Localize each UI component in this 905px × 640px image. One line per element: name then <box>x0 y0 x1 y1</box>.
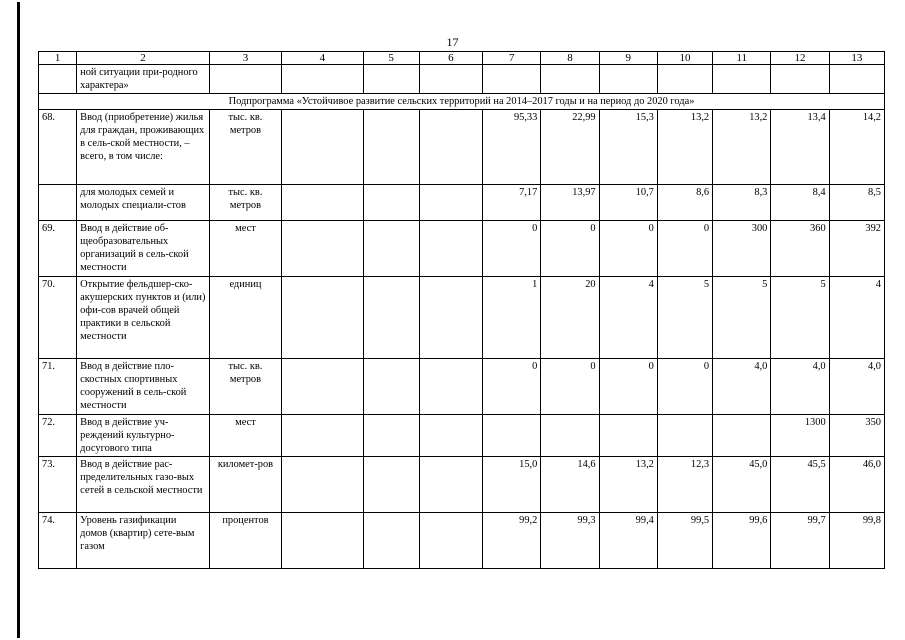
value-cell <box>363 185 419 221</box>
value-cell: 95,33 <box>483 110 541 185</box>
value-cell: 8,5 <box>829 185 884 221</box>
value-cell: 4,0 <box>829 359 884 415</box>
table-row <box>39 221 885 277</box>
value-cell: 350 <box>829 415 884 457</box>
column-header: 10 <box>657 52 712 65</box>
unit-cell: тыс. кв. метров <box>209 185 281 221</box>
unit-cell: единиц <box>209 277 281 359</box>
unit-cell: тыс. кв. метров <box>209 359 281 415</box>
value-cell: 10,7 <box>599 185 657 221</box>
value-cell: 8,6 <box>657 185 712 221</box>
value-cell <box>657 415 712 457</box>
table-row <box>39 415 885 457</box>
value-cell <box>419 513 482 569</box>
unit-cell: мест <box>209 415 281 457</box>
row-number-cell: 74. <box>39 513 77 569</box>
table-row <box>39 457 885 513</box>
value-cell: 5 <box>713 277 771 359</box>
value-cell: 392 <box>829 221 884 277</box>
value-cell <box>363 415 419 457</box>
value-cell: 4,0 <box>771 359 829 415</box>
value-cell: 1300 <box>771 415 829 457</box>
value-cell <box>483 415 541 457</box>
value-cell: 5 <box>771 277 829 359</box>
value-cell <box>599 415 657 457</box>
indicator-name-cell: для молодых семей и молодых специали-стов <box>77 185 210 221</box>
column-header: 9 <box>599 52 657 65</box>
value-cell: 15,0 <box>483 457 541 513</box>
indicators-table <box>38 51 885 569</box>
value-cell: 0 <box>599 359 657 415</box>
column-header: 11 <box>713 52 771 65</box>
page-edge-bar <box>17 2 20 638</box>
value-cell <box>713 415 771 457</box>
column-header: 5 <box>363 52 419 65</box>
value-cell: 0 <box>541 221 599 277</box>
row-number-cell: 71. <box>39 359 77 415</box>
row-number-cell: 70. <box>39 277 77 359</box>
value-cell <box>282 415 363 457</box>
value-cell <box>419 457 482 513</box>
indicator-name-cell: Ввод в действие рас-пределительных газо-вых сетей в сельской местности <box>77 457 210 513</box>
value-cell <box>363 513 419 569</box>
value-cell <box>419 359 482 415</box>
indicator-name-cell: Открытие фельдшер-ско-акушерских пунктов и (или) офи-сов врачей общей практики в сельской местности <box>77 277 210 359</box>
table-cell <box>483 65 541 94</box>
value-cell <box>419 221 482 277</box>
value-cell: 13,2 <box>657 110 712 185</box>
value-cell <box>363 457 419 513</box>
value-cell: 0 <box>483 221 541 277</box>
value-cell: 14,2 <box>829 110 884 185</box>
value-cell: 5 <box>657 277 712 359</box>
continuation-text: ной ситуации при-родного характера» <box>77 65 210 94</box>
value-cell: 45,0 <box>713 457 771 513</box>
row-number-cell: 69. <box>39 221 77 277</box>
table-row <box>39 277 885 359</box>
column-header: 8 <box>541 52 599 65</box>
value-cell: 14,6 <box>541 457 599 513</box>
value-cell: 4 <box>829 277 884 359</box>
unit-cell: процентов <box>209 513 281 569</box>
value-cell: 99,2 <box>483 513 541 569</box>
value-cell: 4 <box>599 277 657 359</box>
indicator-name-cell: Ввод в действие пло-скостных спортивных сооружений в сель-ской местности <box>77 359 210 415</box>
value-cell: 13,4 <box>771 110 829 185</box>
column-header: 13 <box>829 52 884 65</box>
value-cell: 0 <box>483 359 541 415</box>
column-header: 4 <box>282 52 363 65</box>
row-number-cell: 68. <box>39 110 77 185</box>
value-cell: 8,4 <box>771 185 829 221</box>
column-header: 2 <box>77 52 210 65</box>
value-cell: 22,99 <box>541 110 599 185</box>
table-cell <box>657 65 712 94</box>
column-header: 6 <box>419 52 482 65</box>
value-cell: 8,3 <box>713 185 771 221</box>
table-row <box>39 359 885 415</box>
value-cell: 46,0 <box>829 457 884 513</box>
indicator-name-cell: Ввод в действие уч-реждений культурно-досугового типа <box>77 415 210 457</box>
value-cell <box>282 457 363 513</box>
value-cell <box>419 110 482 185</box>
page-number: 17 <box>446 35 459 49</box>
value-cell: 99,7 <box>771 513 829 569</box>
value-cell: 4,0 <box>713 359 771 415</box>
value-cell: 300 <box>713 221 771 277</box>
value-cell: 360 <box>771 221 829 277</box>
table-cell <box>209 65 281 94</box>
table-row <box>39 185 885 221</box>
column-header: 12 <box>771 52 829 65</box>
value-cell: 7,17 <box>483 185 541 221</box>
row-number-cell: 73. <box>39 457 77 513</box>
table-cell <box>599 65 657 94</box>
value-cell <box>363 221 419 277</box>
row-number-cell <box>39 65 77 94</box>
value-cell: 99,8 <box>829 513 884 569</box>
value-cell <box>541 415 599 457</box>
table-cell <box>829 65 884 94</box>
value-cell: 45,5 <box>771 457 829 513</box>
value-cell: 99,6 <box>713 513 771 569</box>
value-cell: 0 <box>541 359 599 415</box>
value-cell <box>282 110 363 185</box>
subprogram-row <box>39 94 885 110</box>
column-header: 1 <box>39 52 77 65</box>
value-cell <box>363 277 419 359</box>
value-cell: 99,3 <box>541 513 599 569</box>
unit-cell: тыс. кв. метров <box>209 110 281 185</box>
table-cell <box>419 65 482 94</box>
value-cell <box>419 185 482 221</box>
value-cell <box>363 359 419 415</box>
subprogram-title: Подпрограмма «Устойчивое развитие сельских территорий на 2014–2017 годы и на период до 2020 года» <box>39 94 885 110</box>
indicator-name-cell: Ввод в действие об-щеобразовательных организаций в сель-ской местности <box>77 221 210 277</box>
row-number-cell: 72. <box>39 415 77 457</box>
value-cell: 13,97 <box>541 185 599 221</box>
value-cell: 0 <box>657 221 712 277</box>
value-cell: 13,2 <box>713 110 771 185</box>
table-cell <box>282 65 363 94</box>
row-number-cell <box>39 185 77 221</box>
value-cell <box>419 277 482 359</box>
value-cell: 0 <box>599 221 657 277</box>
value-cell: 99,4 <box>599 513 657 569</box>
unit-cell: километ-ров <box>209 457 281 513</box>
column-header: 3 <box>209 52 281 65</box>
table-row <box>39 110 885 185</box>
value-cell: 1 <box>483 277 541 359</box>
value-cell: 0 <box>657 359 712 415</box>
column-header: 7 <box>483 52 541 65</box>
indicator-name-cell: Уровень газификации домов (квартир) сете-вым газом <box>77 513 210 569</box>
value-cell <box>363 110 419 185</box>
value-cell: 20 <box>541 277 599 359</box>
value-cell: 99,5 <box>657 513 712 569</box>
value-cell <box>419 415 482 457</box>
value-cell <box>282 221 363 277</box>
value-cell <box>282 185 363 221</box>
value-cell: 12,3 <box>657 457 712 513</box>
continuation-row <box>39 65 885 94</box>
value-cell <box>282 277 363 359</box>
unit-cell: мест <box>209 221 281 277</box>
table-row <box>39 513 885 569</box>
column-number-row <box>39 52 885 65</box>
value-cell: 15,3 <box>599 110 657 185</box>
table-cell <box>541 65 599 94</box>
indicator-name-cell: Ввод (приобретение) жилья для граждан, проживающих в сель-ской местности, – всего, в том числе: <box>77 110 210 185</box>
value-cell <box>282 359 363 415</box>
table-cell <box>713 65 771 94</box>
table-cell <box>771 65 829 94</box>
value-cell <box>282 513 363 569</box>
table-cell <box>363 65 419 94</box>
value-cell: 13,2 <box>599 457 657 513</box>
